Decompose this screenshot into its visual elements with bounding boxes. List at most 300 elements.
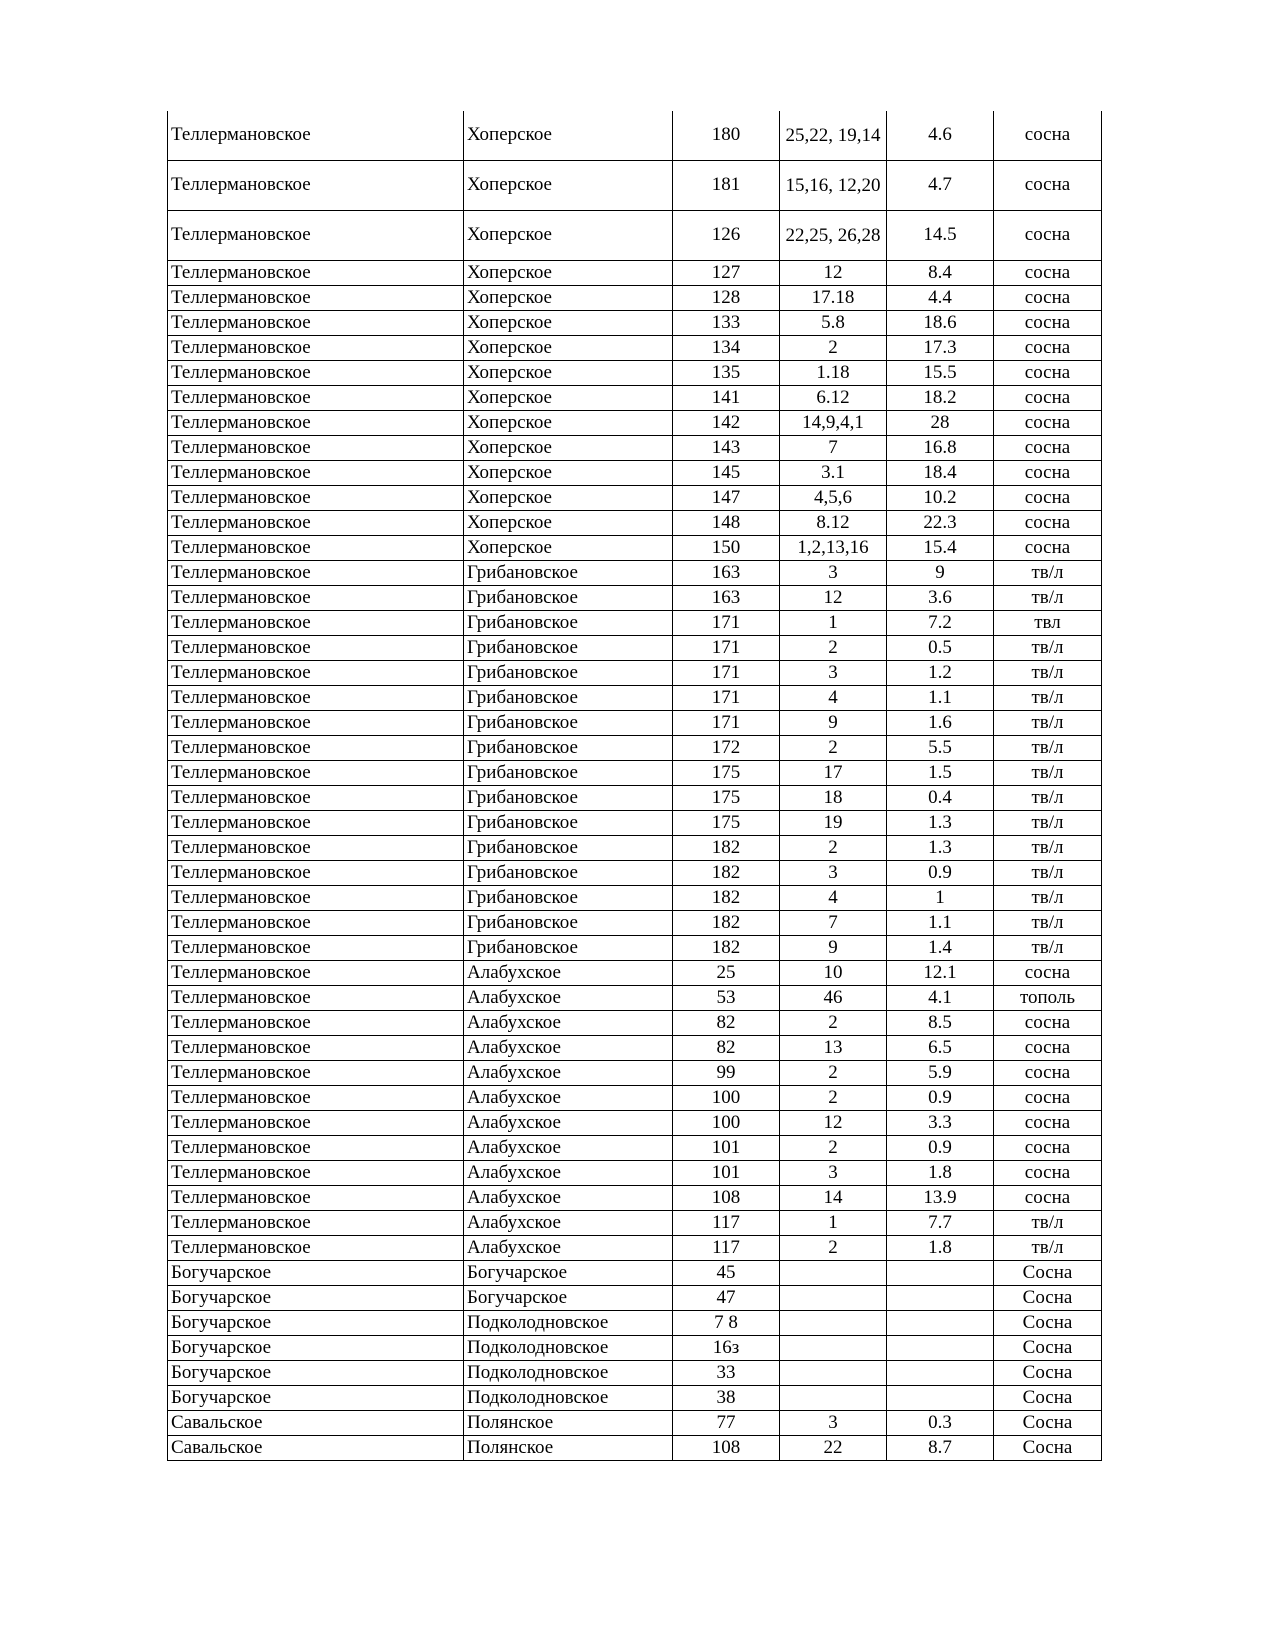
table-row — [168, 1386, 1102, 1411]
table-row — [168, 286, 1102, 311]
district-forestry-cell: Алабухское — [464, 1011, 673, 1036]
table-row — [168, 1161, 1102, 1186]
table-row — [168, 336, 1102, 361]
section-cell: 3 — [780, 861, 887, 886]
area-cell: 0.9 — [887, 1136, 994, 1161]
district-forestry-cell: Грибановское — [464, 911, 673, 936]
table-row — [168, 686, 1102, 711]
forestry-cell: Теллермановское — [168, 436, 464, 461]
forestry-cell: Теллермановское — [168, 286, 464, 311]
quarter-cell: 171 — [673, 711, 780, 736]
quarter-cell: 33 — [673, 1361, 780, 1386]
section-cell: 14,9,4,1 — [780, 411, 887, 436]
district-forestry-cell: Хоперское — [464, 436, 673, 461]
forestry-cell: Теллермановское — [168, 1186, 464, 1211]
quarter-cell: 172 — [673, 736, 780, 761]
forestry-cell: Теллермановское — [168, 786, 464, 811]
section-cell — [780, 1361, 887, 1386]
forestry-cell: Теллермановское — [168, 661, 464, 686]
section-cell: 2 — [780, 836, 887, 861]
species-cell: сосна — [994, 511, 1102, 536]
quarter-cell: 163 — [673, 586, 780, 611]
table-row — [168, 961, 1102, 986]
section-cell: 3.1 — [780, 461, 887, 486]
section-cell: 15,16, 12,20 — [780, 161, 887, 211]
section-cell: 2 — [780, 336, 887, 361]
district-forestry-cell: Хоперское — [464, 536, 673, 561]
forestry-cell: Теллермановское — [168, 861, 464, 886]
species-cell: сосна — [994, 1061, 1102, 1086]
district-forestry-cell: Хоперское — [464, 511, 673, 536]
quarter-cell: 148 — [673, 511, 780, 536]
area-cell: 16.8 — [887, 436, 994, 461]
table-row — [168, 411, 1102, 436]
quarter-cell: 171 — [673, 611, 780, 636]
forestry-cell: Теллермановское — [168, 611, 464, 636]
quarter-cell: 134 — [673, 336, 780, 361]
species-cell: сосна — [994, 311, 1102, 336]
quarter-cell: 147 — [673, 486, 780, 511]
section-cell: 12 — [780, 1111, 887, 1136]
quarter-cell: 182 — [673, 911, 780, 936]
quarter-cell: 82 — [673, 1036, 780, 1061]
area-cell: 0.3 — [887, 1411, 994, 1436]
area-cell: 9 — [887, 561, 994, 586]
forestry-cell: Теллермановское — [168, 561, 464, 586]
district-forestry-cell: Алабухское — [464, 1061, 673, 1086]
table-row — [168, 586, 1102, 611]
area-cell: 0.4 — [887, 786, 994, 811]
area-cell: 1.1 — [887, 686, 994, 711]
district-forestry-cell: Грибановское — [464, 711, 673, 736]
section-cell: 4 — [780, 886, 887, 911]
district-forestry-cell: Хоперское — [464, 411, 673, 436]
quarter-cell: 100 — [673, 1111, 780, 1136]
section-cell: 25,22, 19,14 — [780, 111, 887, 161]
species-cell: сосна — [994, 536, 1102, 561]
table-row — [168, 886, 1102, 911]
species-cell: сосна — [994, 461, 1102, 486]
section-cell — [780, 1261, 887, 1286]
quarter-cell: 47 — [673, 1286, 780, 1311]
area-cell: 1.2 — [887, 661, 994, 686]
district-forestry-cell: Алабухское — [464, 986, 673, 1011]
forestry-cell: Теллермановское — [168, 1086, 464, 1111]
district-forestry-cell: Хоперское — [464, 311, 673, 336]
section-cell: 2 — [780, 1011, 887, 1036]
data-table — [167, 111, 1102, 1461]
table-row — [168, 761, 1102, 786]
area-cell: 0.9 — [887, 1086, 994, 1111]
species-cell: сосна — [994, 161, 1102, 211]
forestry-cell: Богучарское — [168, 1361, 464, 1386]
table-row — [168, 1361, 1102, 1386]
table-row — [168, 536, 1102, 561]
table-row — [168, 1436, 1102, 1461]
section-cell: 3 — [780, 561, 887, 586]
district-forestry-cell: Грибановское — [464, 736, 673, 761]
species-cell: сосна — [994, 1161, 1102, 1186]
quarter-cell: 128 — [673, 286, 780, 311]
species-cell: тв/л — [994, 736, 1102, 761]
district-forestry-cell: Подколодновское — [464, 1386, 673, 1411]
table-row — [168, 486, 1102, 511]
quarter-cell: 100 — [673, 1086, 780, 1111]
table-row — [168, 661, 1102, 686]
area-cell: 4.7 — [887, 161, 994, 211]
table-row — [168, 211, 1102, 261]
section-cell: 22,25, 26,28 — [780, 211, 887, 261]
species-cell: сосна — [994, 386, 1102, 411]
section-cell: 2 — [780, 736, 887, 761]
section-cell: 1,2,13,16 — [780, 536, 887, 561]
species-cell: тв/л — [994, 636, 1102, 661]
area-cell: 22.3 — [887, 511, 994, 536]
species-cell: тв/л — [994, 836, 1102, 861]
area-cell: 18.2 — [887, 386, 994, 411]
species-cell: тв/л — [994, 561, 1102, 586]
section-cell: 17 — [780, 761, 887, 786]
forestry-cell: Теллермановское — [168, 886, 464, 911]
section-cell: 4 — [780, 686, 887, 711]
area-cell: 15.4 — [887, 536, 994, 561]
district-forestry-cell: Грибановское — [464, 661, 673, 686]
species-cell: тв/л — [994, 686, 1102, 711]
district-forestry-cell: Грибановское — [464, 836, 673, 861]
quarter-cell: 171 — [673, 661, 780, 686]
table-row — [168, 1136, 1102, 1161]
section-cell: 2 — [780, 1061, 887, 1086]
table-row — [168, 1036, 1102, 1061]
district-forestry-cell: Грибановское — [464, 861, 673, 886]
forestry-cell: Богучарское — [168, 1311, 464, 1336]
quarter-cell: 181 — [673, 161, 780, 211]
forestry-cell: Теллермановское — [168, 536, 464, 561]
quarter-cell: 171 — [673, 686, 780, 711]
forestry-cell: Богучарское — [168, 1336, 464, 1361]
species-cell: сосна — [994, 261, 1102, 286]
district-forestry-cell: Хоперское — [464, 111, 673, 161]
forestry-cell: Теллермановское — [168, 261, 464, 286]
section-cell: 7 — [780, 436, 887, 461]
section-cell — [780, 1311, 887, 1336]
quarter-cell: 135 — [673, 361, 780, 386]
table-row — [168, 386, 1102, 411]
quarter-cell: 180 — [673, 111, 780, 161]
district-forestry-cell: Подколодновское — [464, 1361, 673, 1386]
table-row — [168, 936, 1102, 961]
forestry-cell: Теллермановское — [168, 936, 464, 961]
area-cell: 7.2 — [887, 611, 994, 636]
forestry-cell: Теллермановское — [168, 311, 464, 336]
area-cell — [887, 1336, 994, 1361]
table-row — [168, 1261, 1102, 1286]
species-cell: тв/л — [994, 886, 1102, 911]
section-cell: 14 — [780, 1186, 887, 1211]
quarter-cell: 7 8 — [673, 1311, 780, 1336]
section-cell: 46 — [780, 986, 887, 1011]
section-cell: 1.18 — [780, 361, 887, 386]
table-row — [168, 1086, 1102, 1111]
forestry-cell: Теллермановское — [168, 961, 464, 986]
table-row — [168, 1236, 1102, 1261]
species-cell: твл — [994, 611, 1102, 636]
species-cell: сосна — [994, 211, 1102, 261]
forestry-cell: Теллермановское — [168, 1161, 464, 1186]
section-cell: 2 — [780, 1236, 887, 1261]
species-cell: тв/л — [994, 1236, 1102, 1261]
quarter-cell: 150 — [673, 536, 780, 561]
area-cell: 6.5 — [887, 1036, 994, 1061]
species-cell: тв/л — [994, 811, 1102, 836]
district-forestry-cell: Грибановское — [464, 811, 673, 836]
district-forestry-cell: Хоперское — [464, 211, 673, 261]
district-forestry-cell: Грибановское — [464, 786, 673, 811]
forestry-cell: Теллермановское — [168, 736, 464, 761]
forestry-cell: Теллермановское — [168, 161, 464, 211]
area-cell: 1.5 — [887, 761, 994, 786]
forestry-cell: Теллермановское — [168, 911, 464, 936]
quarter-cell: 143 — [673, 436, 780, 461]
district-forestry-cell: Алабухское — [464, 1211, 673, 1236]
forestry-cell: Теллермановское — [168, 686, 464, 711]
table-row — [168, 511, 1102, 536]
table-row — [168, 811, 1102, 836]
district-forestry-cell: Грибановское — [464, 886, 673, 911]
table-row — [168, 786, 1102, 811]
forestry-cell: Теллермановское — [168, 711, 464, 736]
table-row — [168, 736, 1102, 761]
species-cell: Сосна — [994, 1311, 1102, 1336]
table-row — [168, 111, 1102, 161]
district-forestry-cell: Алабухское — [464, 1086, 673, 1111]
forestry-cell: Теллермановское — [168, 361, 464, 386]
table-body — [168, 111, 1102, 1461]
table-row — [168, 561, 1102, 586]
species-cell: тв/л — [994, 911, 1102, 936]
district-forestry-cell: Хоперское — [464, 286, 673, 311]
quarter-cell: 16з — [673, 1336, 780, 1361]
section-cell: 9 — [780, 936, 887, 961]
area-cell: 8.7 — [887, 1436, 994, 1461]
table-row — [168, 861, 1102, 886]
species-cell: Сосна — [994, 1411, 1102, 1436]
area-cell — [887, 1386, 994, 1411]
area-cell: 4.4 — [887, 286, 994, 311]
district-forestry-cell: Хоперское — [464, 161, 673, 211]
area-cell — [887, 1286, 994, 1311]
district-forestry-cell: Хоперское — [464, 361, 673, 386]
table-row — [168, 1286, 1102, 1311]
forestry-cell: Теллермановское — [168, 986, 464, 1011]
section-cell — [780, 1336, 887, 1361]
table-row — [168, 836, 1102, 861]
table-row — [168, 1311, 1102, 1336]
quarter-cell: 117 — [673, 1236, 780, 1261]
species-cell: сосна — [994, 361, 1102, 386]
area-cell: 17.3 — [887, 336, 994, 361]
district-forestry-cell: Грибановское — [464, 686, 673, 711]
district-forestry-cell: Хоперское — [464, 486, 673, 511]
species-cell: Сосна — [994, 1436, 1102, 1461]
species-cell: сосна — [994, 411, 1102, 436]
quarter-cell: 77 — [673, 1411, 780, 1436]
area-cell: 0.9 — [887, 861, 994, 886]
species-cell: Сосна — [994, 1286, 1102, 1311]
district-forestry-cell: Богучарское — [464, 1261, 673, 1286]
species-cell: тополь — [994, 986, 1102, 1011]
species-cell: сосна — [994, 1136, 1102, 1161]
forestry-cell: Теллермановское — [168, 1061, 464, 1086]
quarter-cell: 53 — [673, 986, 780, 1011]
table-row — [168, 636, 1102, 661]
quarter-cell: 108 — [673, 1436, 780, 1461]
district-forestry-cell: Полянское — [464, 1436, 673, 1461]
species-cell: Сосна — [994, 1386, 1102, 1411]
species-cell: Сосна — [994, 1361, 1102, 1386]
section-cell: 3 — [780, 1161, 887, 1186]
area-cell: 4.6 — [887, 111, 994, 161]
species-cell: сосна — [994, 1186, 1102, 1211]
species-cell: тв/л — [994, 711, 1102, 736]
section-cell: 1 — [780, 1211, 887, 1236]
area-cell: 5.9 — [887, 1061, 994, 1086]
forestry-cell: Богучарское — [168, 1261, 464, 1286]
area-cell: 12.1 — [887, 961, 994, 986]
quarter-cell: 175 — [673, 761, 780, 786]
table-row — [168, 986, 1102, 1011]
district-forestry-cell: Грибановское — [464, 936, 673, 961]
area-cell: 1.8 — [887, 1161, 994, 1186]
section-cell: 2 — [780, 1086, 887, 1111]
district-forestry-cell: Грибановское — [464, 761, 673, 786]
species-cell: Сосна — [994, 1336, 1102, 1361]
forestry-cell: Теллермановское — [168, 386, 464, 411]
species-cell: тв/л — [994, 586, 1102, 611]
forestry-cell: Теллермановское — [168, 461, 464, 486]
quarter-cell: 175 — [673, 811, 780, 836]
quarter-cell: 99 — [673, 1061, 780, 1086]
table-row — [168, 1411, 1102, 1436]
forestry-cell: Теллермановское — [168, 1036, 464, 1061]
forestry-cell: Теллермановское — [168, 511, 464, 536]
forestry-cell: Теллермановское — [168, 486, 464, 511]
area-cell: 18.6 — [887, 311, 994, 336]
quarter-cell: 108 — [673, 1186, 780, 1211]
quarter-cell: 182 — [673, 936, 780, 961]
forestry-cell: Теллермановское — [168, 336, 464, 361]
area-cell: 8.5 — [887, 1011, 994, 1036]
district-forestry-cell: Богучарское — [464, 1286, 673, 1311]
district-forestry-cell: Алабухское — [464, 1186, 673, 1211]
section-cell: 12 — [780, 261, 887, 286]
species-cell: тв/л — [994, 936, 1102, 961]
district-forestry-cell: Грибановское — [464, 636, 673, 661]
forestry-cell: Теллермановское — [168, 636, 464, 661]
forestry-cell: Теллермановское — [168, 211, 464, 261]
forestry-cell: Теллермановское — [168, 811, 464, 836]
quarter-cell: 175 — [673, 786, 780, 811]
section-cell: 5.8 — [780, 311, 887, 336]
forestry-cell: Савальское — [168, 1436, 464, 1461]
species-cell: тв/л — [994, 661, 1102, 686]
district-forestry-cell: Грибановское — [464, 586, 673, 611]
quarter-cell: 101 — [673, 1161, 780, 1186]
forestry-cell: Теллермановское — [168, 1236, 464, 1261]
forestry-cell: Богучарское — [168, 1286, 464, 1311]
table-row — [168, 436, 1102, 461]
section-cell: 18 — [780, 786, 887, 811]
area-cell: 10.2 — [887, 486, 994, 511]
species-cell: Сосна — [994, 1261, 1102, 1286]
forestry-cell: Теллермановское — [168, 836, 464, 861]
area-cell: 18.4 — [887, 461, 994, 486]
section-cell: 12 — [780, 586, 887, 611]
section-cell: 8.12 — [780, 511, 887, 536]
species-cell: сосна — [994, 1111, 1102, 1136]
table-row — [168, 1061, 1102, 1086]
species-cell: тв/л — [994, 861, 1102, 886]
district-forestry-cell: Подколодновское — [464, 1336, 673, 1361]
forestry-cell: Теллермановское — [168, 586, 464, 611]
section-cell: 9 — [780, 711, 887, 736]
section-cell: 17.18 — [780, 286, 887, 311]
table-row — [168, 1336, 1102, 1361]
district-forestry-cell: Грибановское — [464, 611, 673, 636]
species-cell: сосна — [994, 111, 1102, 161]
district-forestry-cell: Хоперское — [464, 261, 673, 286]
area-cell: 1.6 — [887, 711, 994, 736]
area-cell — [887, 1361, 994, 1386]
quarter-cell: 142 — [673, 411, 780, 436]
district-forestry-cell: Хоперское — [464, 386, 673, 411]
quarter-cell: 117 — [673, 1211, 780, 1236]
section-cell: 2 — [780, 636, 887, 661]
species-cell: тв/л — [994, 1211, 1102, 1236]
section-cell: 6.12 — [780, 386, 887, 411]
section-cell: 7 — [780, 911, 887, 936]
district-forestry-cell: Подколодновское — [464, 1311, 673, 1336]
section-cell: 3 — [780, 661, 887, 686]
table-row — [168, 1211, 1102, 1236]
forestry-cell: Савальское — [168, 1411, 464, 1436]
area-cell: 1.1 — [887, 911, 994, 936]
table-row — [168, 311, 1102, 336]
quarter-cell: 182 — [673, 886, 780, 911]
species-cell: сосна — [994, 1011, 1102, 1036]
table-row — [168, 1011, 1102, 1036]
forestry-cell: Теллермановское — [168, 111, 464, 161]
section-cell: 10 — [780, 961, 887, 986]
district-forestry-cell: Алабухское — [464, 1236, 673, 1261]
quarter-cell: 145 — [673, 461, 780, 486]
area-cell: 1.3 — [887, 811, 994, 836]
table-row — [168, 161, 1102, 211]
area-cell: 7.7 — [887, 1211, 994, 1236]
area-cell: 15.5 — [887, 361, 994, 386]
quarter-cell: 38 — [673, 1386, 780, 1411]
quarter-cell: 171 — [673, 636, 780, 661]
species-cell: сосна — [994, 1086, 1102, 1111]
area-cell — [887, 1311, 994, 1336]
quarter-cell: 141 — [673, 386, 780, 411]
quarter-cell: 45 — [673, 1261, 780, 1286]
forestry-cell: Теллермановское — [168, 1211, 464, 1236]
species-cell: сосна — [994, 961, 1102, 986]
area-cell: 1.8 — [887, 1236, 994, 1261]
species-cell: тв/л — [994, 761, 1102, 786]
area-cell: 3.6 — [887, 586, 994, 611]
